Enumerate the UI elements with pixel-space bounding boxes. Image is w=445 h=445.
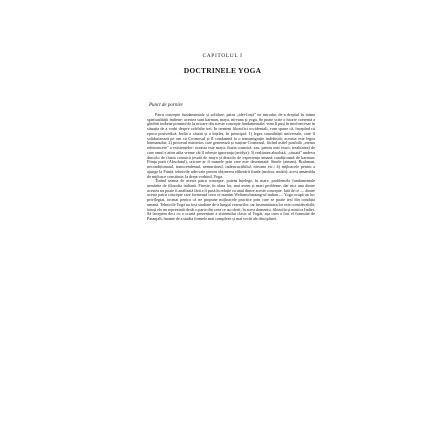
chapter-title: DOCTRINELE YOGA — [183, 66, 262, 75]
chapter-label: CAPITOLUL I — [202, 53, 243, 59]
body-paragraph-2: Tinînd seama de aceste patru concepte, putem înțelege, în mare, problemele fundamentale urmărite de filozofia indiană. Firește, în afara lor, mai avem și mari probleme, dar nici una dintre acestea nu poate fi analizată fără a fi pusă în relație cu unul dintre aceste concepte. Iată de ce — dintre aceste patru concepte care formează ceea ce numim Weltanschauung-ul indian — Yoga ocupă un loc privilegiat, tocmai pentru că ne propune mijloacele practice prin care se poate ieși din condiția umană. Tehnicile Yoga au fost studiate de-a lungul veacurilor, iar însemnătatea lor este considerabilă; totuși ele nu reprezintă decât o parte din ceea ce au oferit, în acest domeniu, filozofia și mistica Indiei. Să începem deci cu o scurtă prezentare a sistemului clasic al Yogăi, așa cum a fost el formulat de Patanjali, înainte de a studia formele mai complexe și mai vechi ale disciplinei. — [147, 178, 315, 222]
body-paragraph-1: Patru concepte fundamentale și solidare, patru „idei-forță" ne introduc de-a dreptul în inima spiritualității indiene: acestea sunt karman, maya, nirvana și yoga. Se poate scrie o istorie coerentă a gîndirii indiene pornind de la oricare din aceste concepte fundamentale; vom fi puși în mod necesar în situația de a vorbi despre celelalte trei. In termeni filozofici occidentali, vom spune că, începînd cu epoca postvedică, India a căutat și a înțeles, în principal: 1) legea cauzalității universale, care îl solidarizează pe om cu Cosmosul și îl condamnă la o transmigrație indefinită; aceasta este legea karmanului; 2) procesul misterios care generează și susține Cosmosul, făcînd astfel posibilă „eterna reîntoarcere" a existențelor: aceasta este maya, iluzia cosmică, sau, pentru mai exact, irealitatea) de care omul e atins atîta vreme cât îl orbește ignoranța (avidya); 3) realitatea absolută, „situată" undeva dincolo de iluzia cosmică țesută de maya și dincolo de experiența umană condiționată de karman: Ființa pură (Absolutul), oricare ar fi numele prin care este desemnată: Sinele (atman), Brahman, necondiționatul, transcendentul, nemuritorul, indestructibilul, nirvana etc.; 4) mijloacele pentru a ajunge la Ființă, tehnicile adecvate pentru obținerea eliberării finale (moksa, mukti): acest ansamblu de mijloace constituie, la drept vorbind, Yoga. — [147, 112, 315, 179]
body-text — [147, 113, 315, 222]
section-title: Punct de pornire — [149, 103, 183, 108]
